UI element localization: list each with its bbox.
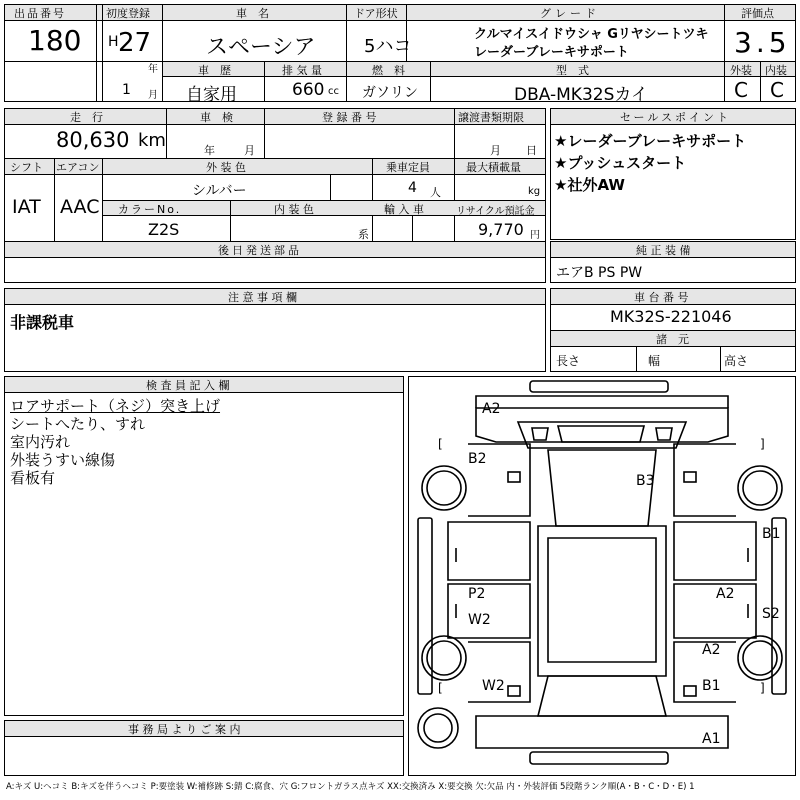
mark-b2: B2 bbox=[468, 451, 487, 467]
capacity-label: 乗車定員 bbox=[386, 161, 430, 174]
car-name: スペーシア bbox=[206, 35, 316, 60]
displacement-label: 排 気 量 bbox=[282, 64, 322, 77]
height-label: 高さ bbox=[724, 354, 749, 368]
capacity-unit: 人 bbox=[430, 186, 441, 199]
mark-a1: A1 bbox=[702, 731, 721, 747]
lot-no: 180 bbox=[28, 24, 82, 57]
model-label: 型 式 bbox=[556, 64, 589, 77]
era: H bbox=[108, 34, 119, 50]
first-reg-label: 初度登録 bbox=[106, 7, 150, 20]
mileage-unit: km bbox=[138, 130, 166, 151]
inspector-label: 検 査 員 記 入 欄 bbox=[146, 379, 230, 392]
color: シルバー bbox=[192, 183, 247, 199]
year-unit: 年 bbox=[148, 64, 158, 75]
mark-p2: P2 bbox=[468, 586, 486, 602]
transfer-month-unit: 月 bbox=[490, 144, 501, 157]
inspection-month-unit: 月 bbox=[244, 144, 255, 157]
displacement-unit: cc bbox=[328, 86, 339, 97]
ac: AAC bbox=[60, 196, 100, 218]
transfer-day-unit: 日 bbox=[526, 144, 537, 157]
load-label: 最大積載量 bbox=[466, 161, 521, 174]
recycle: 9,770 bbox=[478, 220, 524, 239]
interior-label: 内装 bbox=[765, 64, 787, 77]
grade-line1: クルマイスイドウシャ Gリヤシートツキ bbox=[474, 27, 709, 42]
exterior-grade: C bbox=[734, 78, 748, 102]
inspector-line-5: 看板有 bbox=[10, 469, 56, 487]
model: DBA-MK32Sカイ bbox=[514, 85, 648, 105]
inspector-line-3: 室内汚れ bbox=[10, 433, 71, 451]
recycle-label: リサイクル預託金 bbox=[456, 206, 535, 217]
month-unit: 月 bbox=[148, 90, 158, 101]
reg-year: 27 bbox=[118, 28, 152, 58]
ac-label: エアコン bbox=[56, 161, 100, 174]
legend: A:キズ U:ヘコミ B:キズを伴うヘコミ P:要塗装 W:補修跡 S:錆 C:腐食、穴 G:フロントガラス点キズ XX:交換済み X:要交換 欠:欠品 内・外装評価 5段階ランク順(A・B・C・D・E) 1 bbox=[6, 782, 695, 792]
color-no: Z2S bbox=[148, 220, 180, 239]
interior-grade: C bbox=[770, 78, 784, 102]
car-name-label: 車 名 bbox=[236, 7, 269, 20]
svg-text:[: [ bbox=[438, 681, 443, 695]
notes-text: 非課税車 bbox=[10, 313, 75, 332]
door-type: 5ハコ bbox=[364, 36, 412, 57]
exterior-label: 外装 bbox=[730, 64, 752, 77]
inspector-line-4: 外装うすい線傷 bbox=[10, 451, 116, 469]
later-parts-label: 後日発送部品 bbox=[218, 244, 302, 257]
shift: IAT bbox=[12, 196, 41, 218]
inspector-line-2: シートへたり、すれ bbox=[10, 415, 146, 433]
chassis-label: 車 台 番 号 bbox=[634, 291, 689, 304]
grade-line2: レーダーブレーキサポート bbox=[474, 45, 629, 60]
svg-text:[: [ bbox=[438, 437, 443, 451]
int-color-unit: 系 bbox=[358, 228, 369, 241]
sales-points-label: セールスポイント bbox=[620, 111, 732, 124]
mark-s2: S2 bbox=[762, 606, 780, 622]
mark-b1-right: B1 bbox=[762, 526, 781, 542]
car-diagram bbox=[408, 376, 796, 776]
reg-no-label: 登 録 番 号 bbox=[322, 111, 377, 124]
inspection-year-unit: 年 bbox=[204, 144, 215, 157]
svg-text:]: ] bbox=[760, 681, 765, 695]
color-label: 外 装 色 bbox=[206, 161, 246, 174]
lot-no-label: 出品番号 bbox=[14, 7, 66, 20]
history-label: 車 歴 bbox=[198, 64, 231, 77]
notes-label: 注 意 事 項 欄 bbox=[228, 291, 297, 304]
mark-a2-rear: A2 bbox=[702, 642, 721, 658]
transfer-label: 譲渡書類期限 bbox=[458, 111, 524, 124]
width-label: 幅 bbox=[648, 354, 661, 368]
displacement: 660 bbox=[292, 80, 325, 100]
int-color-label: 内 装 色 bbox=[274, 203, 314, 216]
equipment-value: エアB PS PW bbox=[556, 265, 643, 281]
shift-label: シフト bbox=[10, 161, 43, 174]
mark-a2-front: A2 bbox=[482, 401, 501, 417]
fuel: ガソリン bbox=[362, 85, 418, 101]
score: 3.5 bbox=[734, 26, 791, 59]
inspection-label: 車 検 bbox=[200, 111, 233, 124]
door-label: ドア形状 bbox=[354, 7, 398, 20]
length-label: 長さ bbox=[556, 354, 581, 368]
svg-text:]: ] bbox=[760, 437, 765, 451]
mark-w2-rear: W2 bbox=[482, 678, 505, 694]
spec-label: 諸 元 bbox=[656, 333, 689, 346]
chassis-number: MK32S-221046 bbox=[610, 307, 732, 326]
mark-a2-right: A2 bbox=[716, 586, 735, 602]
inspector-line-1: ロアサポート（ネジ）突き上げ bbox=[10, 397, 221, 415]
office-label: 事 務 局 よ り ご 案 内 bbox=[128, 723, 241, 736]
fuel-label: 燃 料 bbox=[372, 64, 405, 77]
mark-b3: B3 bbox=[636, 473, 655, 489]
grade-label: グレード bbox=[540, 7, 600, 20]
sales-point-1: ★レーダーブレーキサポート bbox=[554, 132, 747, 150]
mark-b1-rear: B1 bbox=[702, 678, 721, 694]
score-label: 評価点 bbox=[741, 7, 774, 20]
sales-point-2: ★プッシュスタート bbox=[554, 154, 687, 172]
history: 自家用 bbox=[186, 85, 237, 105]
color-no-label: カラーNo. bbox=[118, 203, 182, 216]
sales-point-3: ★社外AW bbox=[554, 176, 625, 194]
recycle-unit: 円 bbox=[530, 230, 540, 241]
import-label: 輸 入 車 bbox=[384, 203, 424, 216]
mark-w2-left: W2 bbox=[468, 612, 491, 628]
mileage-label: 走 行 bbox=[70, 111, 103, 124]
load-unit: kg bbox=[528, 186, 541, 197]
capacity: 4 bbox=[408, 180, 417, 196]
mileage: 80,630 bbox=[56, 128, 130, 152]
reg-month: 1 bbox=[122, 82, 131, 98]
equipment-label: 純 正 装 備 bbox=[636, 244, 691, 257]
